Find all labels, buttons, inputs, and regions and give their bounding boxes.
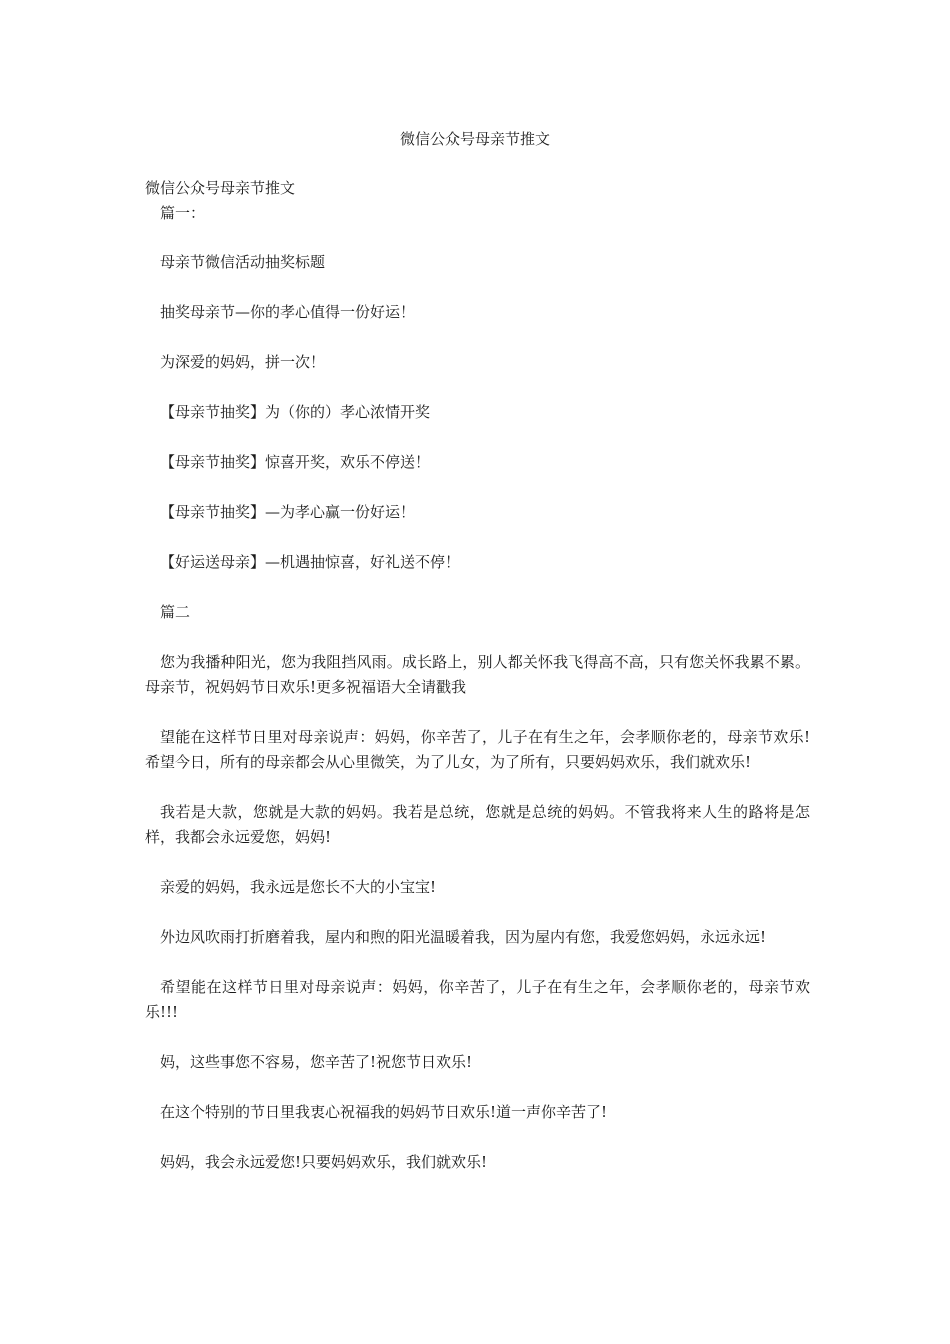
paragraph: 望能在这样节日里对母亲说声：妈妈，你辛苦了，儿子在有生之年，会孝顺你老的，母亲节欢乐!希望今日，所有的母亲都会从心里微笑，为了儿女，为了所有，只要妈妈欢乐，我们就欢乐! [145,728,810,771]
paragraph: 您为我播种阳光，您为我阻挡风雨。成长路上，别人都关怀我飞得高不高，只有您关怀我累不累。母亲节，祝妈妈节日欢乐!更多祝福语大全请戳我 [145,653,810,696]
paragraph: 我若是大款，您就是大款的妈妈。我若是总统，您就是总统的妈妈。不管我将来人生的路将是怎样，我都会永远爱您，妈妈! [145,803,810,846]
paragraph: 篇一： [160,204,206,222]
paragraph: 【好运送母亲】—机遇抽惊喜，好礼送不停！ [160,553,461,571]
paragraph: 亲爱的妈妈，我永远是您长不大的小宝宝! [160,878,437,896]
paragraph: 【母亲节抽奖】惊喜开奖，欢乐不停送！ [160,453,431,471]
paragraph: 【母亲节抽奖】—为孝心赢一份好运！ [160,503,416,521]
document-subtitle: 微信公众号母亲节推文 [145,179,296,197]
paragraph: 希望能在这样节日里对母亲说声：妈妈，你辛苦了，儿子在有生之年，会孝顺你老的，母亲节欢乐!!! [145,978,810,1021]
paragraph: 妈妈，我会永远爱您!只要妈妈欢乐，我们就欢乐! [160,1153,488,1171]
document-body [145,201,810,1200]
paragraph: 为深爱的妈妈，拼一次！ [160,353,326,371]
paragraph: 外边风吹雨打折磨着我，屋内和煦的阳光温暖着我，因为屋内有您，我爱您妈妈，永远永远! [160,928,767,946]
document-title: 微信公众号母亲节推文 [399,130,550,148]
paragraph: 【母亲节抽奖】为（你的）孝心浓情开奖 [160,403,431,421]
paragraph: 在这个特别的节日里我衷心祝福我的妈妈节日欢乐!道一声你辛苦了! [160,1103,608,1121]
paragraph: 抽奖母亲节—你的孝心值得一份好运！ [160,303,416,321]
paragraph: 篇二 [160,603,191,621]
paragraph: 母亲节微信活动抽奖标题 [160,253,326,271]
paragraph: 妈，这些事您不容易，您辛苦了!祝您节日欢乐! [160,1053,473,1071]
